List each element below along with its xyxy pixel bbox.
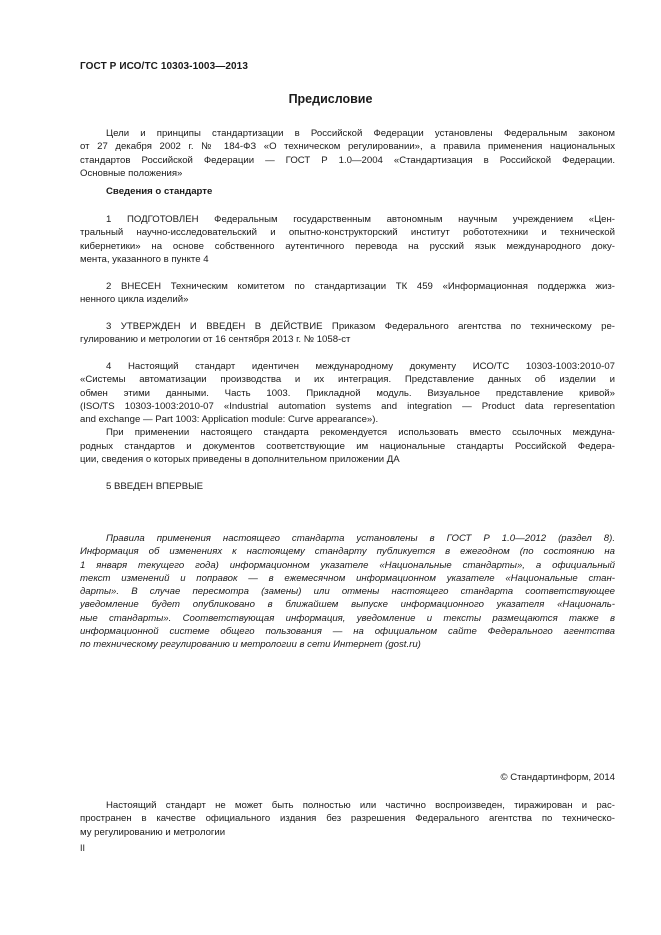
notice-line: текст изменений и поправок — в ежемесячном информационном указателе «Национальные стан- xyxy=(80,572,615,584)
notice-line: дарты». В случае пересмотра (замены) или отмены настоящего стандарта соответствующее xyxy=(80,586,615,598)
item-2-line: 2 ВНЕСЕН Техническим комитетом по стандартизации ТК 459 «Информационная поддержка жиз- xyxy=(106,281,615,292)
rights-line: пространен в качестве официального издания без разрешения Федерального агентства по техническо- xyxy=(80,813,615,825)
item-2-line: ненного цикла изделий» xyxy=(80,294,189,306)
item-4-paragraph xyxy=(80,360,615,466)
item-1-paragraph xyxy=(80,213,615,266)
item-5-paragraph: 5 ВВЕДЕН ВПЕРВЫЕ xyxy=(106,481,204,492)
intro-paragraph xyxy=(80,127,615,180)
item-4-line: and exchange — Part 1003: Application module: Curve appearance»). xyxy=(80,414,379,426)
document-header: ГОСТ Р ИСО/ТС 10303-1003—2013 xyxy=(80,61,248,72)
item-4b-line: родных стандартов и документов соответствующие им национальные стандарты Российской Федера- xyxy=(80,440,615,452)
info-heading: Сведения о стандарте xyxy=(106,186,213,197)
item-1-line: тральный научно-исследовательский и опытно-конструкторский институт робототехники и технической xyxy=(80,227,615,239)
item-4-line: (ISO/TS 10303-1003:2010-07 «Industrial automation systems and integration — Product data representation xyxy=(80,400,615,412)
intro-line: от 27 декабря 2002 г. № 184-ФЗ «О техническом регулировании», а правила применения национальных xyxy=(80,141,615,153)
notice-line: Информация об изменениях к настоящему стандарту публикуется в ежегодном (по состоянию на xyxy=(80,546,615,558)
item-1-line: 1 ПОДГОТОВЛЕН Федеральным государственным автономным научным учреждением «Цен- xyxy=(106,214,615,225)
notice-paragraph xyxy=(80,532,615,652)
item-4b-line: При применении настоящего стандарта рекомендуется использовать вместо ссылочных междуна- xyxy=(106,427,615,439)
notice-line: ные стандарты». Соответствующая информация, уведомление и тексты размещаются также в xyxy=(80,612,615,624)
item-4-line: 4 Настоящий стандарт идентичен международному документу ИСО/ТС 10303-1003:2010-07 xyxy=(106,361,615,372)
item-3-line: гулированию и метрологии от 16 сентября 2013 г. № 1058-ст xyxy=(80,334,351,346)
copyright-line: © Стандартинформ, 2014 xyxy=(500,772,615,783)
rights-paragraph xyxy=(80,799,615,839)
notice-line: информационной системе общего пользования — на официальном сайте Федерального агентства xyxy=(80,626,615,638)
item-4b-line: ции, сведения о которых приведены в дополнительном приложении ДА xyxy=(80,454,400,466)
rights-line: Настоящий стандарт не может быть полностью или частично воспроизведен, тиражирован и рас- xyxy=(106,800,615,811)
item-3-paragraph xyxy=(80,320,615,347)
item-4-line: обмен этими данными. Часть 1003. Прикладной модуль. Визуальное представление кривой» xyxy=(80,387,615,399)
intro-line: стандартов Российской Федерации — ГОСТ Р 1.0—2004 «Стандартизация в Российской Федерации. xyxy=(80,154,615,166)
page-number: II xyxy=(80,843,86,853)
notice-line: по техническому регулированию и метрологии в сети Интернет (gost.ru) xyxy=(80,639,421,651)
item-1-line: мента, указанного в пункте 4 xyxy=(80,253,209,265)
notice-line: 1 января текущего года) информационном указателе «Национальные стандарты», а официальный xyxy=(80,559,615,571)
rights-line: му регулированию и метрологии xyxy=(80,826,226,838)
item-2-paragraph xyxy=(80,280,615,307)
intro-line: Основные положения» xyxy=(80,167,183,179)
page-title: Предисловие xyxy=(288,92,373,106)
notice-line: Правила применения настоящего стандарта установлены в ГОСТ Р 1.0—2012 (раздел 8). xyxy=(106,533,615,544)
item-4-line: «Системы автоматизации производства и их интеграция. Представление данных об изделии и xyxy=(80,374,615,386)
intro-line: Цели и принципы стандартизации в Российской Федерации установлены Федеральным законом xyxy=(106,128,615,139)
item-3-line: 3 УТВЕРЖДЕН И ВВЕДЕН В ДЕЙСТВИЕ Приказом Федерального агентства по техническому ре- xyxy=(106,321,615,332)
item-1-line: кибернетики» на основе собственного аутентичного перевода на русский язык международного доку- xyxy=(80,240,615,252)
notice-line: уведомление будет опубликовано в ближайшем выпуске информационного указателя «Националь- xyxy=(80,599,615,611)
